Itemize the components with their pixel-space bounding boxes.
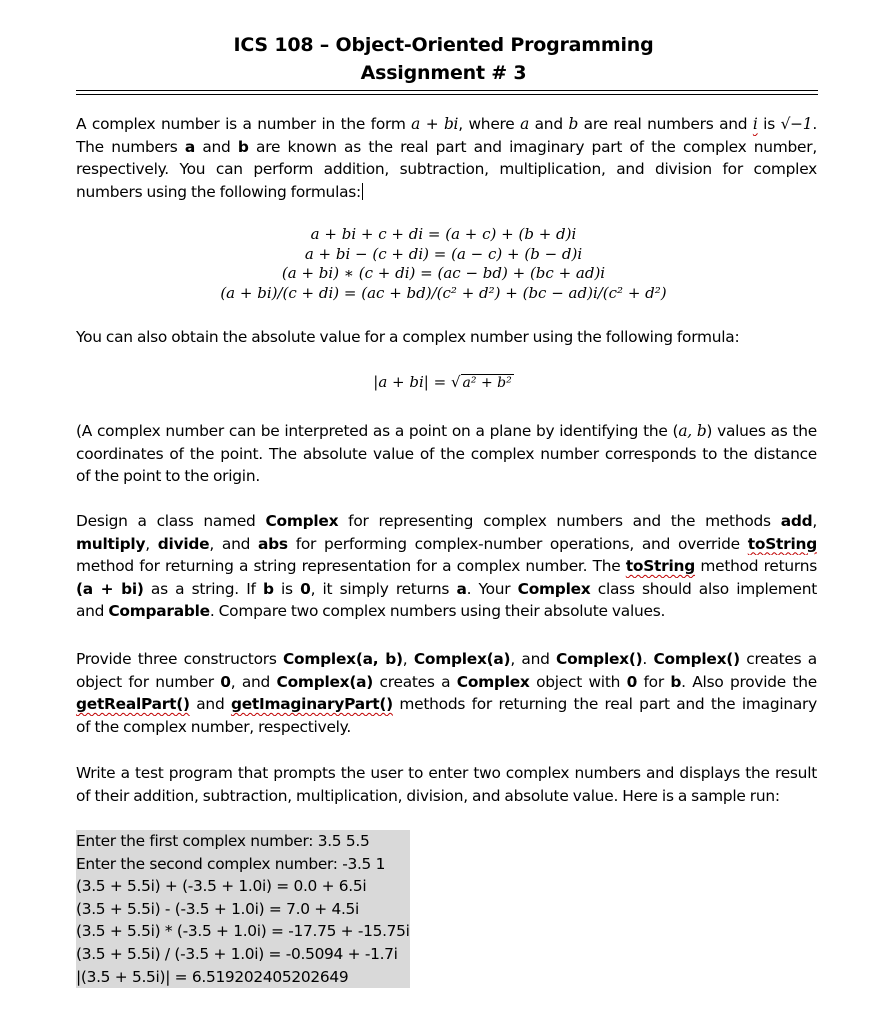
- sample-run-line: Enter the second complex number: -3.5 1: [76, 853, 410, 876]
- intro-paragraph: [76, 113, 817, 203]
- text-run: and: [189, 695, 231, 714]
- text-run: for representing complex numbers and the methods: [338, 512, 781, 530]
- design-line-3: [76, 555, 817, 578]
- text-run: , and: [209, 534, 258, 553]
- bold-abs: abs: [258, 534, 288, 553]
- text-run: method for returning a string representation for a complex number. The: [76, 557, 626, 576]
- bold-tostring: toString: [747, 534, 817, 553]
- text-run: The numbers: [76, 137, 185, 156]
- bold-zero: 0: [300, 579, 311, 598]
- bold-complex-a: Complex(a): [276, 672, 374, 691]
- text-run: for performing complex-number operations, and override: [287, 534, 748, 553]
- text-run: .: [642, 650, 654, 668]
- text-run: method returns: [695, 557, 817, 576]
- text-run: , where: [458, 115, 521, 133]
- math-i: i: [752, 115, 758, 133]
- constructors-line-1: [76, 648, 817, 671]
- bold-b: b: [237, 137, 249, 156]
- text-run: and: [195, 137, 238, 156]
- text-run: and: [529, 115, 569, 133]
- bold-get-imaginary-part: getImaginaryPart(): [230, 695, 393, 714]
- absolute-value-formula: [0, 373, 887, 391]
- formula-text: a + bi − (c + di) = (a − c) + (b − d)i: [304, 244, 583, 263]
- bold-a: a: [456, 579, 467, 598]
- design-paragraph: [76, 510, 817, 623]
- text-run: is: [757, 115, 781, 133]
- text-run: , it simply returns: [310, 579, 457, 598]
- sample-run-line: |(3.5 + 5.5i)| = 6.519202405202649: [76, 966, 410, 989]
- document-title: ICS 108 – Object-Oriented Programming: [233, 34, 654, 56]
- test-program-paragraph: [76, 762, 817, 807]
- bold-comparable: Comparable: [108, 602, 210, 621]
- bold-complex-a: Complex(a): [413, 650, 511, 668]
- test-line-2: of their addition, subtraction, multiplication, division, and absolute value. Here is a sample run:: [76, 786, 780, 805]
- formula-subtraction: [0, 245, 887, 265]
- text-run: +: [420, 115, 444, 133]
- formula-division: [0, 284, 887, 304]
- math-a: a: [520, 115, 530, 133]
- constructors-line-2: [76, 671, 817, 694]
- title-rule-bottom: [76, 94, 818, 95]
- text-run: . Also provide the: [681, 672, 817, 691]
- intro-line-1: [76, 113, 817, 136]
- formula-block: [0, 225, 887, 303]
- abs-lhs: |a + bi| =: [373, 373, 451, 391]
- sample-run-line: (3.5 + 5.5i) + (-3.5 + 1.0i) = 0.0 + 6.5i: [76, 875, 410, 898]
- text-run: ,: [145, 534, 158, 553]
- design-line-5: [76, 600, 817, 623]
- intro-line-2: [76, 136, 817, 159]
- abs-intro-paragraph: [76, 326, 817, 349]
- bold-get-real-part: getRealPart(): [76, 695, 190, 714]
- formula-text: (a + bi)/(c + di) = (ac + bd)/(c² + d²) + (bc − ad)i/(c² + d²): [220, 283, 667, 302]
- bold-a: a: [184, 137, 196, 156]
- formula-multiplication: [0, 264, 887, 284]
- text-run: Provide three constructors: [76, 650, 283, 668]
- design-line-4: [76, 578, 817, 601]
- bold-complex: Complex: [517, 579, 591, 598]
- text-cursor: [362, 183, 363, 200]
- text-run: are known as the real part and imaginary part of the complex number,: [248, 137, 817, 156]
- interp-line-2: coordinates of the point. The absolute value of the complex number corresponds to the distance: [76, 444, 817, 463]
- text-run: A complex number is a number in the form: [76, 115, 412, 133]
- test-line-1: Write a test program that prompts the user to enter two complex numbers and displays the result: [76, 764, 817, 782]
- constructors-paragraph: [76, 648, 817, 738]
- bold-add: add: [780, 512, 813, 530]
- text-run: ,: [402, 650, 414, 668]
- math-sqrt-minus-one: √−1: [780, 115, 813, 133]
- bold-complex-empty: Complex(): [556, 650, 643, 668]
- bold-complex: Complex: [456, 672, 530, 691]
- constructors-line-3: [76, 693, 817, 716]
- text-run: class should also implement: [590, 579, 817, 598]
- text-run: numbers using the following formulas:: [76, 182, 361, 201]
- interpretation-paragraph: [76, 420, 817, 488]
- bold-complex: Complex: [265, 512, 339, 530]
- interp-line-3: of the point to the origin.: [76, 467, 260, 486]
- bold-zero: 0: [220, 672, 231, 691]
- sample-run-block: [76, 830, 410, 988]
- text-run: are real numbers and: [578, 115, 753, 133]
- formula-addition: [0, 225, 887, 245]
- math-a: a: [411, 115, 421, 133]
- text-run: for: [637, 672, 671, 691]
- text-run: methods for returning the real part and the imaginary: [399, 695, 817, 714]
- text-run: ,: [812, 512, 817, 530]
- sample-run-line: (3.5 + 5.5i) - (-3.5 + 1.0i) = 7.0 + 4.5i: [76, 898, 410, 921]
- sample-run-line: (3.5 + 5.5i) / (-3.5 + 1.0i) = -0.5094 + -1.7i: [76, 943, 410, 966]
- design-line-1: [76, 510, 817, 533]
- text-run: ) values as the: [706, 422, 817, 440]
- text-run: creates a: [739, 650, 817, 668]
- bold-b: b: [262, 579, 274, 598]
- bold-b: b: [670, 672, 682, 691]
- text-run: as a string. If: [143, 579, 263, 598]
- bold-tostring: toString: [625, 557, 696, 576]
- constructors-line-4: of the complex number, respectively.: [76, 717, 351, 736]
- math-ab: a, b: [678, 422, 707, 440]
- text-run: and: [76, 602, 109, 621]
- text-run: object with: [529, 672, 627, 691]
- math-bi: bi: [443, 115, 459, 133]
- bold-divide: divide: [157, 534, 210, 553]
- text-run: Design a class named: [76, 512, 266, 530]
- text-run: .: [812, 115, 817, 133]
- bold-multiply: multiply: [76, 534, 146, 553]
- text-run: , and: [230, 672, 277, 691]
- design-line-2: [76, 533, 817, 556]
- bold-zero: 0: [626, 672, 638, 691]
- text-run: object for number: [76, 672, 221, 691]
- abs-radicand: a² + b²: [462, 375, 512, 391]
- assignment-number: Assignment # 3: [360, 62, 527, 84]
- text-run: (A complex number can be interpreted as a point on a plane by identifying the (: [76, 422, 679, 440]
- math-b: b: [568, 115, 579, 133]
- interp-line-1: [76, 420, 817, 443]
- text-run: , and: [510, 650, 557, 668]
- bold-complex-empty: Complex(): [653, 650, 740, 668]
- sqrt-symbol: √: [450, 373, 461, 391]
- text-run: is: [273, 579, 301, 598]
- intro-line-4: [76, 181, 817, 204]
- intro-line-3: respectively. You can perform addition, subtraction, multiplication, and division for complex: [76, 160, 817, 179]
- sample-run-line: (3.5 + 5.5i) * (-3.5 + 1.0i) = -17.75 + -15.75i: [76, 920, 410, 943]
- sample-run-line: Enter the first complex number: 3.5 5.5: [76, 830, 410, 853]
- text-run: . Your: [466, 579, 518, 598]
- title-rule-top: [76, 90, 818, 91]
- text-run: . Compare two complex numbers using their absolute values.: [209, 602, 666, 621]
- formula-text: a + bi + c + di = (a + c) + (b + d)i: [310, 225, 577, 243]
- bold-complex-ab: Complex(a, b): [283, 650, 403, 668]
- text-run: creates a: [373, 672, 457, 691]
- abs-intro-line: You can also obtain the absolute value for a complex number using the following formula:: [76, 328, 740, 346]
- bold-a-plus-bi: (a + bi): [76, 579, 144, 598]
- formula-text: (a + bi) ∗ (c + di) = (ac − bd) + (bc + ad)i: [281, 264, 606, 282]
